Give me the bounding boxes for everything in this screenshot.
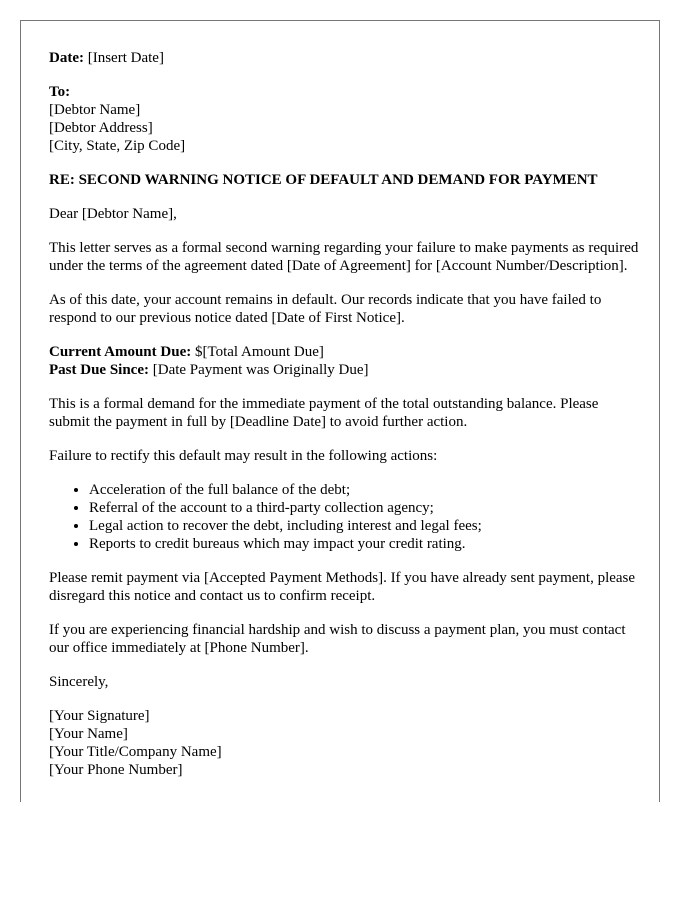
letter-page bbox=[20, 20, 660, 802]
demand-paragraph: This is a formal demand for the immediate payment of the total outstanding balance. Please submit the payment in full by [Deadline Date] to avoid further action. bbox=[49, 396, 599, 430]
list-item: • Referral of the account to a third-party collection agency; bbox=[89, 499, 639, 517]
signature-block bbox=[49, 707, 639, 779]
current-amount-label: Current Amount Due: bbox=[49, 344, 192, 360]
actions-list bbox=[49, 481, 639, 553]
intro-paragraph: This letter serves as a formal second warning regarding your failure to make payments as required under the terms of the agreement dated [Date of Agreement] for [Account Number/Description]. bbox=[49, 240, 639, 274]
sign-off: Sincerely, bbox=[49, 674, 109, 690]
past-due-label: Past Due Since: bbox=[49, 362, 149, 378]
subject-line: RE: SECOND WARNING NOTICE OF DEFAULT AND DEMAND FOR PAYMENT bbox=[49, 172, 598, 188]
debtor-address: [Debtor Address] bbox=[49, 120, 153, 136]
payment-paragraph: Please remit payment via [Accepted Payment Methods]. If you have already sent payment, please disregard this notice and contact us to confirm receipt. bbox=[49, 570, 636, 604]
current-amount-line bbox=[49, 343, 639, 361]
amounts-block bbox=[49, 343, 639, 379]
list-item: • Legal action to recover the debt, including interest and legal fees; bbox=[89, 517, 639, 535]
date-line bbox=[49, 49, 639, 67]
list-item: • Acceleration of the full balance of the debt; bbox=[89, 481, 639, 499]
recipient-block bbox=[49, 83, 639, 155]
current-amount-value: $[Total Amount Due] bbox=[191, 344, 324, 360]
date-value: [Insert Date] bbox=[83, 50, 164, 66]
sender-title: [Your Title/Company Name] bbox=[49, 744, 222, 760]
salutation: Dear [Debtor Name], bbox=[49, 206, 177, 222]
letter-body bbox=[49, 49, 639, 795]
debtor-name: [Debtor Name] bbox=[49, 102, 141, 118]
sender-name: [Your Name] bbox=[49, 726, 128, 742]
sender-phone: [Your Phone Number] bbox=[49, 762, 183, 778]
debtor-city: [City, State, Zip Code] bbox=[49, 138, 186, 154]
past-due-line bbox=[49, 361, 639, 379]
date-label: Date: bbox=[49, 50, 84, 66]
signature: [Your Signature] bbox=[49, 708, 150, 724]
status-paragraph: As of this date, your account remains in default. Our records indicate that you have failed to respond to our previous notice dated [Date of First Notice]. bbox=[49, 292, 602, 326]
consequences-intro: Failure to rectify this default may result in the following actions: bbox=[49, 448, 438, 464]
to-label: To: bbox=[49, 84, 71, 100]
list-item: • Reports to credit bureaus which may impact your credit rating. bbox=[89, 535, 639, 553]
past-due-value: [Date Payment was Originally Due] bbox=[149, 362, 369, 378]
hardship-paragraph: If you are experiencing financial hardship and wish to discuss a payment plan, you must contact our office immediately at [Phone Number]. bbox=[49, 622, 626, 656]
